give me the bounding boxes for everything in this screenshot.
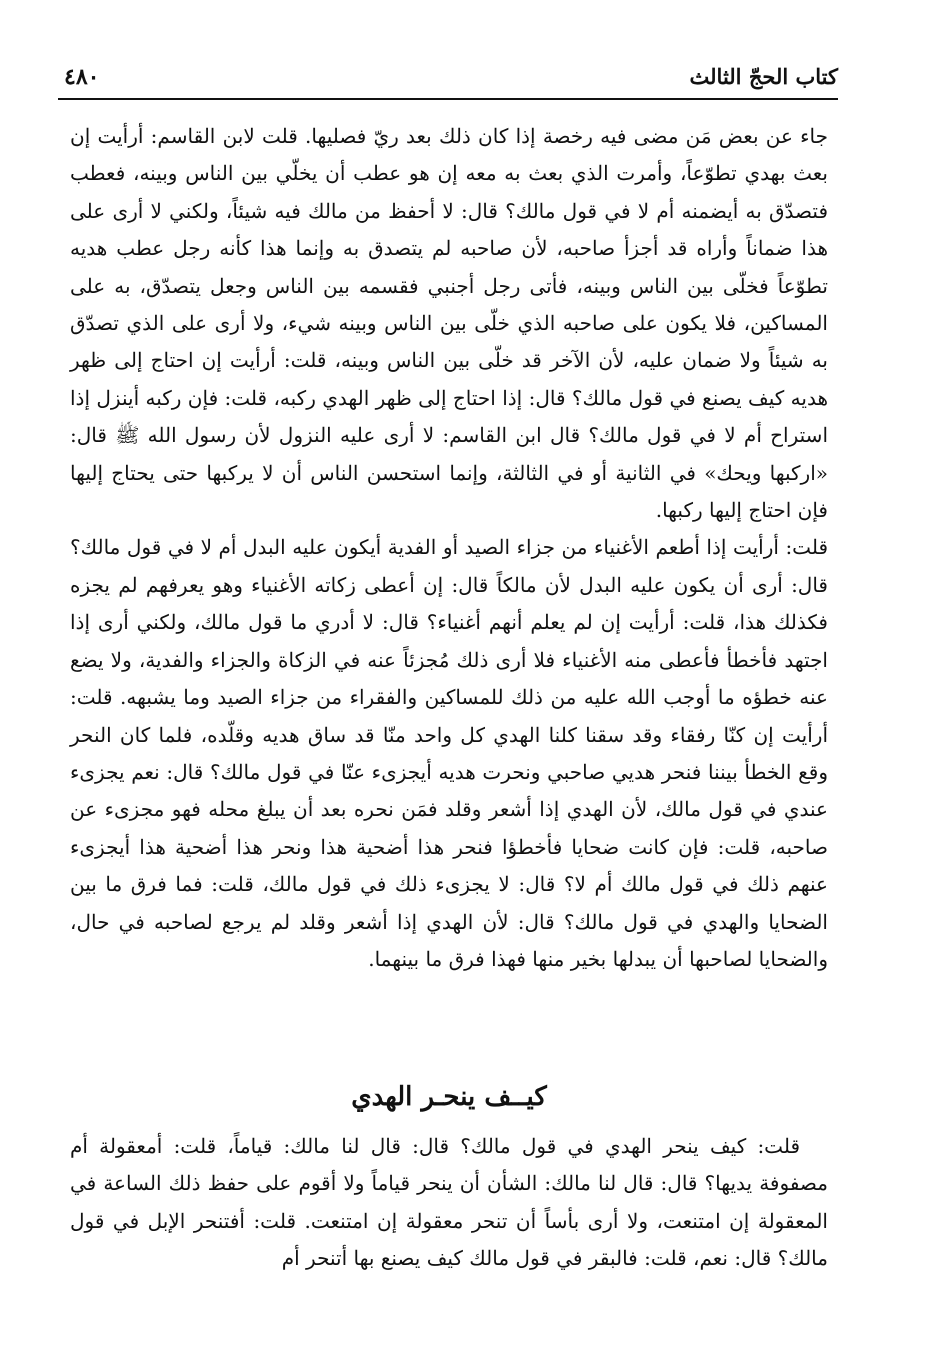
section-heading: كيــف ينحـر الهدي bbox=[351, 1082, 547, 1112]
section-text-block bbox=[70, 1128, 828, 1278]
section-paragraph-1: قلت: كيف ينحر الهدي في قول مالك؟ قال: قال لنا مالك: قياماً، قلت: أمعقولة أم مصفوفة يديها؟ قال: قال لنا مالك: الشأن أن ينحر قياماً ولا أقوم على حفظ ذلك الساعة في المعقولة إن امتنعت، ولا أرى بأساً أن تنحر معقولة إن امتنعت. قلت: أفتنحر الإبل في قول مالك؟ قال: نعم، قلت: فالبقر في قول مالك كيف يصنع بها أتنحر أم bbox=[70, 1134, 828, 1271]
main-text-block bbox=[70, 118, 828, 978]
page-number: ٤٨٠ bbox=[64, 64, 100, 90]
paragraph-1: جاء عن بعض مَن مضى فيه رخصة إذا كان ذلك بعد ريّ فصليها. قلت لابن القاسم: أرأيت إن بعث بهدي تطوّعاً، وأمرت الذي بعث به معه إن هو عطب أن يخلّي بين الناس وبينه، فعطب فتصدّق به أيضمنه أم لا في قول مالك؟ قال: لا أحفظ من مالك فيه شيئاً، ولكني لا أرى على هذا ضماناً وأراه قد أجزأ صاحبه، لأن صاحبه لم يتصدق به وإنما هذا كأنه رجل عطب هديه تطوّعاً فخلّى بين الناس وبينه، فأتى رجل أجنبي فقسمه بين الناس وجعل يتصدّق، به على المساكين، فلا يكون على صاحبه الذي خلّى بين الناس وبينه شيء، ولا أرى على الذي تصدّق به شيئاً ولا ضمان عليه، لأن الآخر قد خلّى بين الناس وبينه، قلت: أرأيت إن احتاج إلى ظهر هديه كيف يصنع في قول مالك؟ قال: إذا احتاج إلى ظهر الهدي ركبه، قلت: فإن ركبه أينزل إذا استراح أم لا في قول مالك؟ قال ابن القاسم: لا أرى عليه النزول لأن رسول الله ﷺ قال: «اركبها ويحك» في الثانية أو في الثالثة، وإنما استحسن الناس أن لا يركبها حتى يحتاج إليها فإن احتاج إليها ركبها. bbox=[70, 124, 828, 523]
header-title: كتاب الحجّ الثالث bbox=[689, 64, 838, 89]
running-header bbox=[58, 62, 838, 100]
paragraph-2: قلت: أرأيت إذا أطعم الأغنياء من جزاء الصيد أو الفدية أيكون عليه البدل أم لا في قول مالك؟ قال: أرى أن يكون عليه البدل لأن مالكاً قال: إن أعطى زكاته الأغنياء وهو يعرفهم لم يجزه فكذلك هذا، قلت: أرأيت إن لم يعلم أنهم أغنياء؟ قال: لا أدري ما قول مالك، ولكني أرى إذا اجتهد فأخطأ فأعطى منه الأغنياء فلا أرى ذلك مُجزئاً عنه في الزكاة والجزاء والفدية، ولا يضع عنه خطؤه ما أوجب الله عليه من ذلك للمساكين والفقراء من جزاء الصيد وما يشبهه. قلت: أرأيت إن كنّا رفقاء وقد سقنا كلنا الهدي كل واحد منّا قد ساق هديه وقلّده، فلما كان النحر وقع الخطأ بيننا فنحر هديي صاحبي ونحرت هديه أيجزىء عنّا في قول مالك؟ قال: نعم يجزىء عندي في قول مالك، لأن الهدي إذا أشعر وقلد فمَن نحره بعد أن يبلغ محله فهو مجزىء عن صاحبه، قلت: فإن كانت ضحايا فأخطؤا فنحر هذا أضحية هذا ونحر هذا أضحية هذا أيجزىء عنهم ذلك في قول مالك أم لا؟ قال: لا يجزىء ذلك في قول مالك، قلت: فما فرق ما بين الضحايا والهدي في قول مالك؟ قال: لأن الهدي إذا أشعر وقلد لم يرجع لصاحبه في حال، والضحايا لصاحبها أن يبدلها بخير منها فهذا فرق ما بينهما. bbox=[70, 535, 828, 971]
